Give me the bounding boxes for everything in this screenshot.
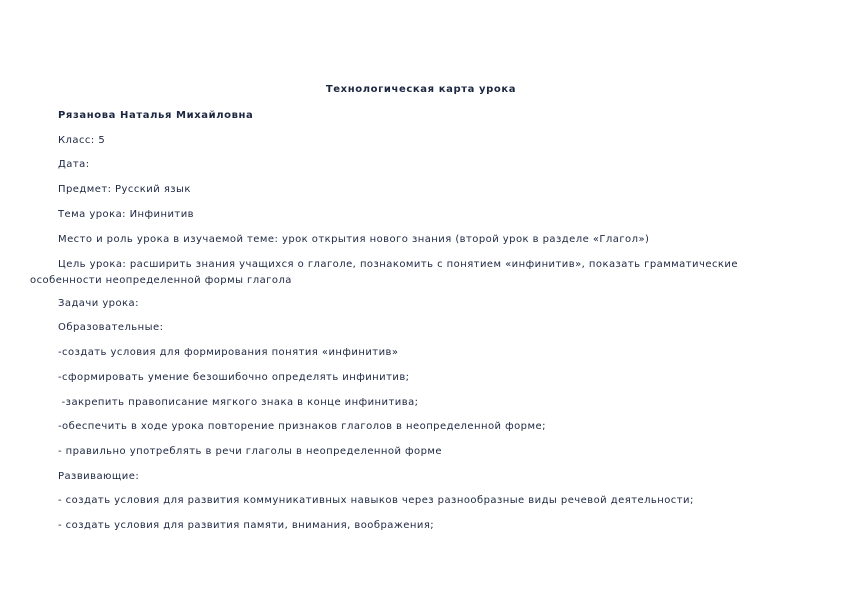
developing-item: - создать условия для развития памяти, внимания, воображения; [58, 520, 435, 531]
educational-item: -сформировать умение безошибочно определять инфинитив; [58, 372, 410, 383]
educational-item: -обеспечить в ходе урока повторение признаков глаголов в неопределенной форме; [58, 421, 546, 432]
document-title: Технологическая карта урока [325, 84, 517, 95]
goal-paragraph: Цель урока: расширить знания учащихся о глаголе, познакомить с понятием «инфинитив», показать грамматические особенности неопределенной формы глагола [30, 259, 738, 286]
date-line: Дата: [58, 159, 90, 170]
tasks-heading: Задачи урока: [58, 298, 139, 309]
educational-heading: Образовательные: [58, 322, 164, 333]
educational-item: -создать условия для формирования понятия «инфинитив» [58, 347, 399, 358]
author-name: Рязанова Наталья Михайловна [58, 110, 254, 121]
educational-item: -закрепить правописание мягкого знака в конце инфинитива; [58, 397, 419, 408]
subject-line: Предмет: Русский язык [58, 184, 191, 195]
class-line: Класс: 5 [58, 135, 106, 146]
topic-line: Тема урока: Инфинитив [58, 209, 194, 220]
developing-heading: Развивающие: [58, 471, 140, 482]
developing-item: - создать условия для развития коммуникативных навыков через разнообразные виды речевой деятельности; [58, 495, 694, 506]
place-role-line: Место и роль урока в изучаемой теме: урок открытия нового знания (второй урок в разделе «Глагол») [58, 234, 650, 245]
educational-item: - правильно употреблять в речи глаголы в неопределенной форме [58, 446, 443, 457]
